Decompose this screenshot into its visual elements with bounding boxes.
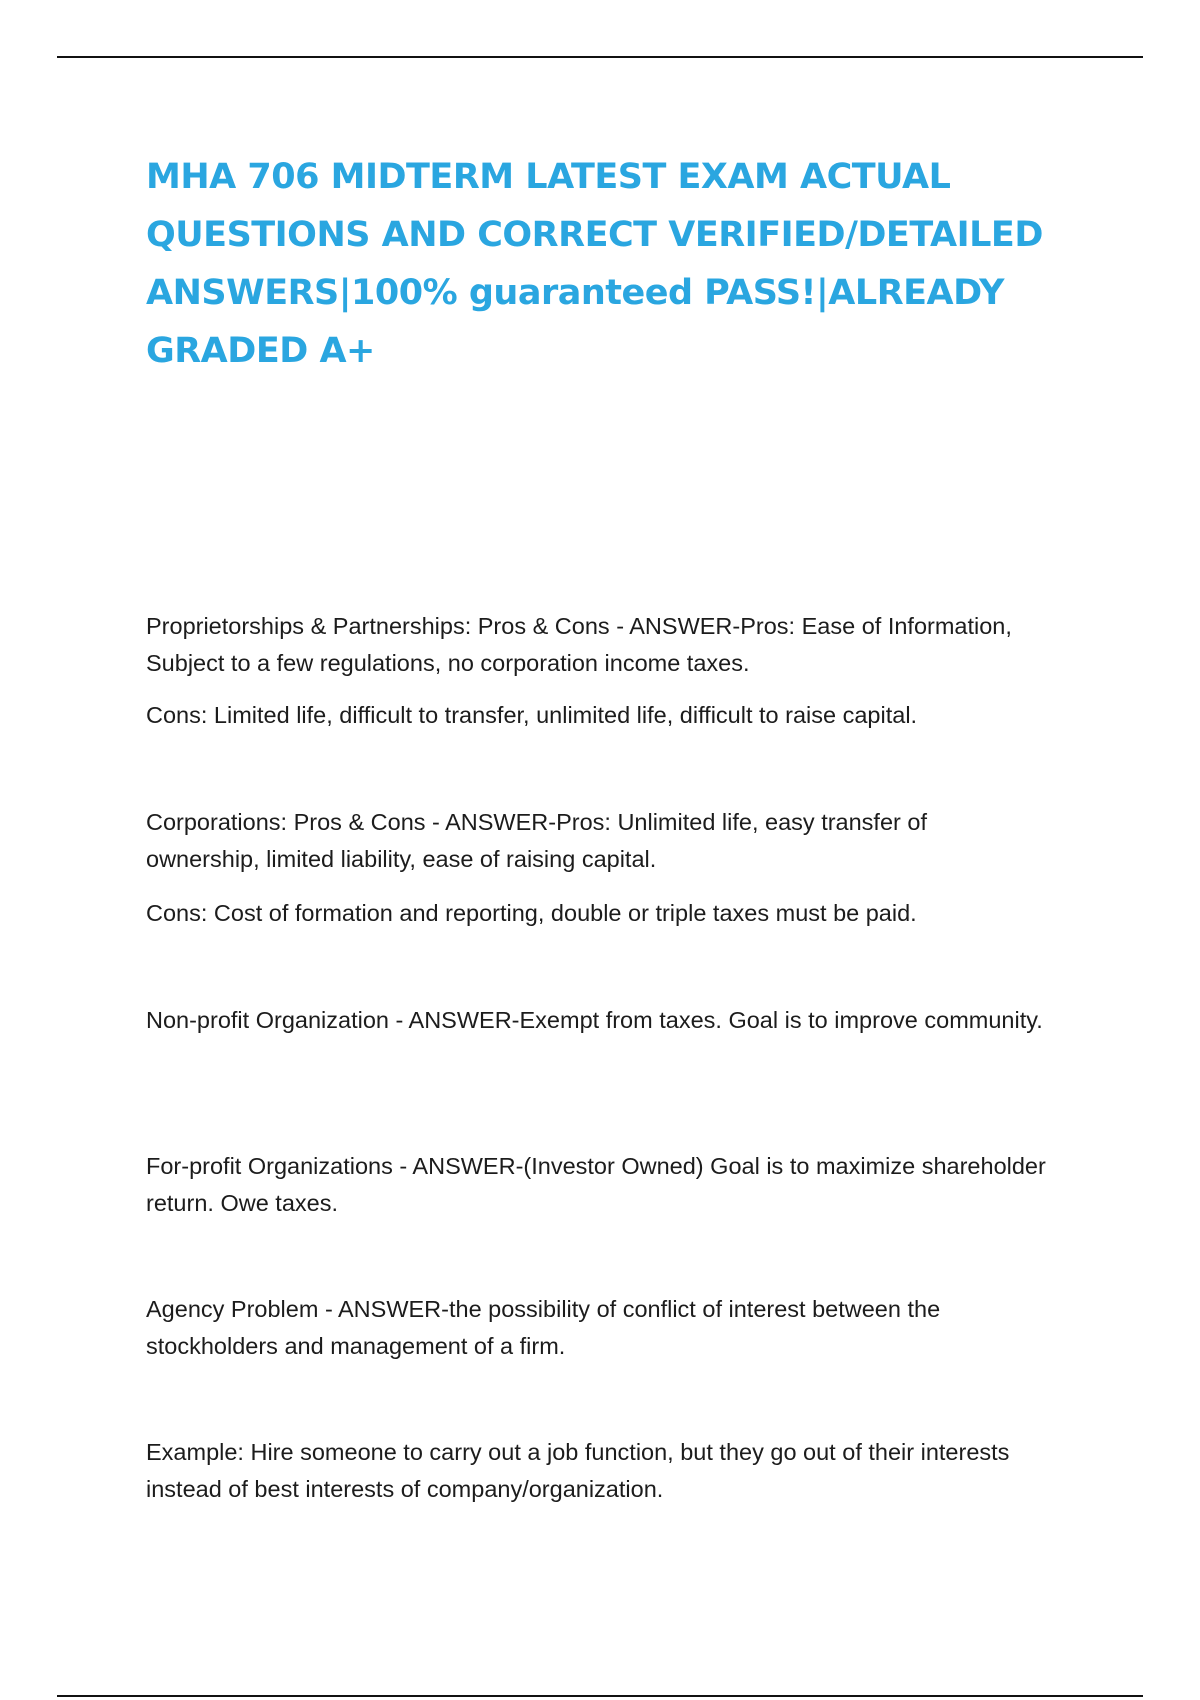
page-bottom-rule bbox=[57, 1695, 1143, 1697]
qa-corporations-pros: Corporations: Pros & Cons - ANSWER-Pros: Unlimited life, easy transfer of ownership, limited liability, ease of raising capital. bbox=[146, 809, 927, 872]
qa-agency-problem: Agency Problem - ANSWER-the possibility of conflict of interest between the stockholders and management of a firm. bbox=[146, 1296, 941, 1359]
page-top-rule bbox=[57, 56, 1143, 58]
qa-proprietorships-cons: Cons: Limited life, difficult to transfer, unlimited life, difficult to raise capital. bbox=[146, 702, 918, 728]
document-title: MHA 706 MIDTERM LATEST EXAM ACTUAL QUESTIONS AND CORRECT VERIFIED/DETAILED ANSWERS|100% guaranteed PASS!|ALREADY GRADED A+ bbox=[146, 157, 1043, 371]
qa-corporations-cons: Cons: Cost of formation and reporting, double or triple taxes must be paid. bbox=[146, 900, 917, 926]
qa-non-profit: Non-profit Organization - ANSWER-Exempt from taxes. Goal is to improve community. bbox=[146, 1007, 1043, 1033]
qa-agency-example: Example: Hire someone to carry out a job function, but they go out of their interests instead of best interests of company/organization. bbox=[146, 1439, 1010, 1502]
qa-for-profit: For-profit Organizations - ANSWER-(Investor Owned) Goal is to maximize shareholder return. Owe taxes. bbox=[146, 1153, 1046, 1216]
qa-proprietorships-pros: Proprietorships & Partnerships: Pros & Cons - ANSWER-Pros: Ease of Information, Subject to a few regulations, no corporation income taxes. bbox=[146, 613, 1012, 676]
